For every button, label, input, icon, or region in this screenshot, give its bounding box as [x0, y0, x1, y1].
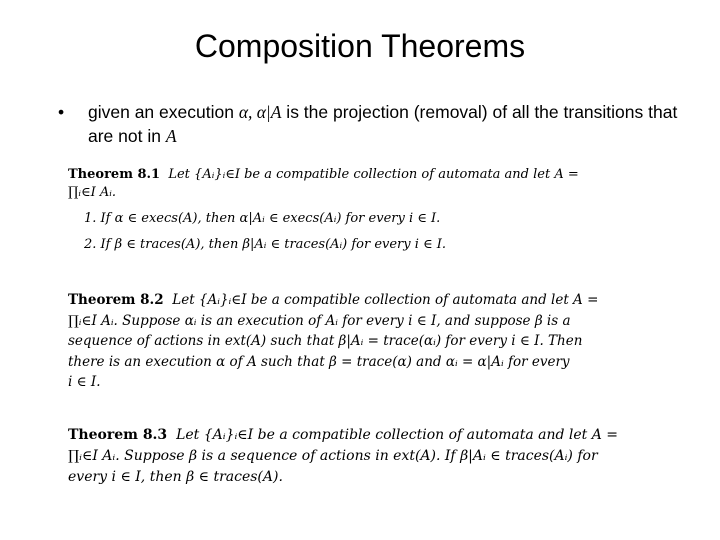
bullet-text-lead: given an execution [88, 102, 239, 122]
theorem-line: every i ∈ I, then β ∈ traces(A). [68, 469, 283, 485]
alpha-expression: α, α|A [238, 102, 282, 122]
bullet-text [88, 100, 688, 148]
theorem-item: 1. If α ∈ execs(A), then α|Aᵢ ∈ execs(Aᵢ) for every i ∈ I. [84, 211, 441, 226]
theorem-line: there is an execution α of A such that β = trace(α) and αᵢ = α|Aᵢ for every [68, 353, 570, 370]
theorem-line: ∏ᵢ∈I Aᵢ. Suppose β is a sequence of actions in ext(A). If β|Aᵢ ∈ traces(Aᵢ) for [68, 448, 598, 464]
theorem-heading: Theorem 8.3 [68, 427, 168, 443]
bullet-marker: • [58, 102, 65, 122]
theorem-line: Let {Aᵢ}ᵢ∈I be a compatible collection of automata and let A = [176, 427, 619, 443]
theorem-line: Let {Aᵢ}ᵢ∈I be a compatible collection of automata and let A = [172, 292, 599, 308]
bullet-point [58, 100, 688, 148]
automaton-symbol: A [165, 126, 177, 146]
theorem-line: ∏ᵢ∈I Aᵢ. [68, 185, 116, 200]
theorem-8-1 [68, 166, 579, 258]
theorem-item: 2. If β ∈ traces(A), then β|Aᵢ ∈ traces(Aᵢ) for every i ∈ I. [84, 237, 447, 252]
theorem-line: sequence of actions in ext(A) such that β|Aᵢ = trace(αᵢ) for every i ∈ I. Then [68, 333, 583, 349]
theorem-8-2 [68, 290, 628, 393]
theorem-line: Let {Aᵢ}ᵢ∈I be a compatible collection of automata and let A = [168, 167, 579, 182]
slide-title: Composition Theorems [194, 28, 526, 64]
theorem-8-3 [68, 425, 678, 488]
theorem-heading: Theorem 8.1 [68, 167, 161, 182]
bullet-text-mid: is the projection (removal) of all the transitions that are not in [88, 102, 678, 146]
theorem-line: i ∈ I. [68, 374, 101, 390]
theorem-heading: Theorem 8.2 [68, 292, 164, 308]
theorem-line: ∏ᵢ∈I Aᵢ. Suppose αᵢ is an execution of Aᵢ for every i ∈ I, and suppose β is a [68, 312, 571, 329]
